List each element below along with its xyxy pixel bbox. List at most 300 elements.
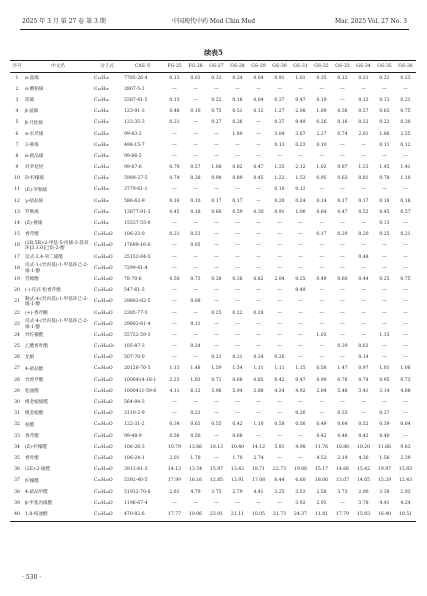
content-value: — bbox=[319, 254, 324, 260]
content-value: 1.27 bbox=[274, 109, 285, 115]
compound-name: D-柠檬烯 bbox=[25, 176, 45, 182]
content-value: — bbox=[214, 232, 219, 238]
compound-name: 4-萜品醇 bbox=[25, 366, 44, 372]
content-value: 15.83 bbox=[398, 467, 413, 473]
content-value: — bbox=[361, 221, 366, 227]
content-value: — bbox=[382, 243, 387, 249]
content-value: — bbox=[193, 142, 198, 148]
content-value: 0.22 bbox=[232, 310, 243, 316]
compound-name: (E)-罗勒烯 bbox=[25, 187, 48, 193]
content-value: 0.16 bbox=[337, 120, 348, 126]
content-value: 19.06 bbox=[293, 467, 308, 473]
content-value: 2.27 bbox=[316, 131, 327, 137]
row-number: 23 bbox=[14, 321, 20, 327]
content-value: 3.73 bbox=[337, 489, 348, 495]
content-value: 1.23 bbox=[358, 165, 369, 171]
content-value: 0.34 bbox=[253, 355, 264, 361]
content-value: — bbox=[382, 321, 387, 327]
content-value: 0.45 bbox=[253, 176, 264, 182]
content-value: 0.59 bbox=[232, 209, 243, 215]
content-value: 0.37 bbox=[379, 411, 390, 417]
content-value: 0.45 bbox=[169, 209, 180, 215]
content-value: 4.53 bbox=[316, 455, 327, 461]
content-value: 2.93 bbox=[400, 489, 411, 495]
content-value: 0.95 bbox=[316, 176, 327, 182]
content-value: — bbox=[256, 433, 261, 439]
content-value: — bbox=[172, 321, 177, 327]
content-value: — bbox=[340, 332, 345, 338]
content-value: 0.19 bbox=[316, 97, 327, 103]
column-header: CAS 号 bbox=[122, 61, 164, 73]
row-number: 9 bbox=[15, 165, 19, 171]
row-number: 36 bbox=[14, 467, 20, 473]
cas-number: 106-23-0 bbox=[124, 232, 145, 238]
content-value: 0.25 bbox=[295, 276, 306, 282]
content-value: — bbox=[256, 86, 261, 92]
content-value: 0.28 bbox=[253, 310, 264, 316]
row-number: 2 bbox=[15, 86, 19, 92]
table-row bbox=[10, 252, 416, 263]
cas-number: 106-26-3 bbox=[124, 444, 145, 450]
content-value: 0.48 bbox=[169, 109, 180, 115]
content-value: 0.78 bbox=[379, 176, 390, 182]
content-value: — bbox=[235, 142, 240, 148]
content-value: — bbox=[298, 265, 303, 271]
content-value: — bbox=[172, 131, 177, 137]
content-value: 0.82 bbox=[253, 276, 264, 282]
compound-name: 反式-2,4-癸二烯醛 bbox=[25, 254, 63, 260]
content-value: 0.37 bbox=[274, 120, 285, 126]
content-value: — bbox=[298, 355, 303, 361]
molecular-formula: C₁₀H₁₆O bbox=[94, 444, 113, 450]
molecular-formula: C₁₀H₁₈O bbox=[94, 355, 113, 361]
content-value: — bbox=[256, 321, 261, 327]
content-value: 0.68 bbox=[232, 433, 243, 439]
table-row bbox=[10, 274, 416, 285]
content-value: 0.42 bbox=[232, 422, 243, 428]
content-value: 0.74 bbox=[337, 131, 348, 137]
content-value: 0.64 bbox=[337, 422, 348, 428]
molecular-formula: C₁₀H₁₈O bbox=[94, 388, 113, 394]
content-value: — bbox=[298, 153, 303, 159]
content-value: 0.21 bbox=[358, 75, 369, 81]
content-value: 0.47 bbox=[337, 209, 348, 215]
content-value: 0.57 bbox=[358, 109, 369, 115]
content-value: 0.58 bbox=[274, 422, 285, 428]
content-value: 2.39 bbox=[400, 455, 411, 461]
content-value: — bbox=[256, 232, 261, 238]
content-value: 0.56 bbox=[169, 433, 180, 439]
content-value: 1.08 bbox=[211, 165, 222, 171]
cas-number: 13877-91-3 bbox=[124, 209, 151, 215]
content-value: — bbox=[277, 221, 282, 227]
molecular-formula: C₁₀H₁₆ bbox=[94, 131, 109, 137]
content-value: 0.25 bbox=[211, 310, 222, 316]
content-value: — bbox=[298, 299, 303, 305]
molecular-formula: C₁₀H₁₆ bbox=[94, 142, 109, 148]
molecular-formula: C₁₀H₁₆O bbox=[94, 433, 113, 439]
content-value: — bbox=[193, 97, 198, 103]
content-value: — bbox=[193, 355, 198, 361]
content-value: 0.64 bbox=[400, 422, 411, 428]
row-number: 25 bbox=[14, 344, 20, 350]
content-value: 0.51 bbox=[232, 109, 243, 115]
content-value: — bbox=[277, 254, 282, 260]
content-value: — bbox=[277, 344, 282, 350]
content-value: 0.13 bbox=[274, 142, 285, 148]
content-value: — bbox=[340, 288, 345, 294]
content-value: 3.04 bbox=[274, 131, 285, 137]
content-value: 10.05 bbox=[248, 509, 269, 521]
content-value: — bbox=[361, 400, 366, 406]
content-value: 0.17 bbox=[211, 198, 222, 204]
table-row bbox=[10, 163, 416, 174]
content-value: 0.89 bbox=[232, 176, 243, 182]
content-value: 2.04 bbox=[316, 388, 327, 394]
content-value: 0.24 bbox=[295, 198, 306, 204]
compound-name: β-蒎烯 bbox=[25, 109, 39, 115]
content-value: 1.59 bbox=[211, 366, 222, 372]
row-number: 8 bbox=[15, 153, 19, 159]
table-row bbox=[10, 218, 416, 229]
table-row bbox=[10, 107, 416, 118]
table-row bbox=[10, 476, 416, 487]
content-value: — bbox=[235, 332, 240, 338]
content-value: — bbox=[193, 131, 198, 137]
row-number: 37 bbox=[14, 478, 20, 484]
content-value: 0.24 bbox=[232, 75, 243, 81]
content-value: 1.06 bbox=[400, 366, 411, 372]
compound-name: α-蒎烯 bbox=[25, 75, 39, 81]
table-row bbox=[10, 319, 416, 330]
cas-number: 17699-16-0 bbox=[124, 243, 151, 249]
row-number: 12 bbox=[14, 198, 20, 204]
content-value: 5.96 bbox=[211, 388, 222, 394]
content-value: — bbox=[319, 411, 324, 417]
content-value: — bbox=[193, 187, 198, 193]
content-value: 0.35 bbox=[316, 75, 327, 81]
content-value: 0.49 bbox=[316, 276, 327, 282]
content-value: — bbox=[403, 344, 408, 350]
compound-name: 龙脑 bbox=[25, 355, 35, 361]
compound-name: 芳樟醇 bbox=[25, 277, 39, 283]
content-value: — bbox=[256, 198, 261, 204]
molecular-formula: C₁₀H₁₆ bbox=[94, 209, 109, 215]
content-value: 17.79 bbox=[332, 509, 353, 521]
row-number: 18 bbox=[14, 265, 20, 271]
content-value: 13.07 bbox=[335, 478, 350, 484]
content-value: — bbox=[214, 455, 219, 461]
content-value: — bbox=[172, 254, 177, 260]
content-value: — bbox=[298, 232, 303, 238]
content-value: — bbox=[256, 411, 261, 417]
content-value: 0.11 bbox=[379, 142, 390, 148]
content-value: 10.79 bbox=[167, 444, 182, 450]
content-value: — bbox=[403, 355, 408, 361]
table-row bbox=[10, 241, 416, 252]
content-value: — bbox=[256, 221, 261, 227]
table-row bbox=[10, 151, 416, 162]
content-value: — bbox=[298, 310, 303, 316]
content-value: 14.05 bbox=[356, 478, 371, 484]
content-value: — bbox=[298, 321, 303, 327]
table-row bbox=[10, 487, 416, 498]
content-value: — bbox=[277, 299, 282, 305]
content-value: — bbox=[256, 288, 261, 294]
table-row bbox=[10, 118, 416, 129]
content-value: — bbox=[382, 400, 387, 406]
molecular-formula: C₁₀H₁₆O bbox=[94, 377, 113, 383]
header-rule bbox=[20, 29, 409, 30]
content-value: — bbox=[214, 400, 219, 406]
content-value: — bbox=[319, 221, 324, 227]
content-value: — bbox=[361, 265, 366, 271]
content-value: 0.49 bbox=[295, 288, 306, 294]
content-value: 24.37 bbox=[290, 509, 311, 521]
cas-number: 7299-41-4 bbox=[124, 265, 148, 271]
content-value: 0.11 bbox=[190, 321, 201, 327]
compound-name: 3-蒈烯 bbox=[25, 142, 39, 148]
table-row bbox=[10, 286, 416, 297]
content-value: 0.98 bbox=[211, 176, 222, 182]
table-row bbox=[10, 386, 416, 397]
content-value: — bbox=[298, 221, 303, 227]
content-value: — bbox=[298, 344, 303, 350]
content-value: 2.01 bbox=[169, 455, 180, 461]
row-number: 10 bbox=[14, 176, 20, 182]
content-value: 0.73 bbox=[400, 377, 411, 383]
compound-name: 桃金娘烯醛 bbox=[25, 400, 48, 406]
content-value: 4.24 bbox=[400, 500, 411, 506]
content-value: 0.40 bbox=[379, 433, 390, 439]
compound-name: 柠檬醛 bbox=[25, 478, 39, 484]
row-number: 29 bbox=[14, 388, 20, 394]
content-value: 17.99 bbox=[167, 478, 182, 484]
row-number: 21 bbox=[14, 299, 20, 305]
content-value: — bbox=[298, 455, 303, 461]
table-row bbox=[10, 353, 416, 364]
compound-name: (+)-香芹酮 bbox=[25, 310, 48, 316]
content-value: 15.97 bbox=[209, 467, 224, 473]
content-value: — bbox=[403, 299, 408, 305]
content-value: 4.92 bbox=[295, 388, 306, 394]
content-value: — bbox=[298, 86, 303, 92]
compound-name: 乙酸香叶酯 bbox=[25, 344, 48, 350]
content-value: — bbox=[319, 187, 324, 193]
content-value: — bbox=[319, 299, 324, 305]
content-value: 0.56 bbox=[295, 422, 306, 428]
cas-number: 99-83-2 bbox=[124, 131, 142, 137]
molecular-formula: C₁₀H₁₄O bbox=[94, 489, 113, 495]
row-number: 26 bbox=[14, 355, 20, 361]
content-value: — bbox=[235, 254, 240, 260]
content-value: 0.10 bbox=[316, 142, 327, 148]
molecular-formula: C₁₀H₁₈O bbox=[94, 366, 113, 372]
content-value: 10.20 bbox=[356, 444, 371, 450]
content-value: 0.17 bbox=[232, 198, 243, 204]
content-value: 1.48 bbox=[190, 366, 201, 372]
content-value: 0.05 bbox=[190, 243, 201, 249]
content-value: 0.21 bbox=[400, 97, 411, 103]
content-value: — bbox=[277, 400, 282, 406]
molecular-formula: C₁₀H₁₆ bbox=[94, 86, 109, 92]
row-number: 7 bbox=[15, 142, 19, 148]
content-value: — bbox=[361, 86, 366, 92]
compound-name: 4-萜品甲醛 bbox=[25, 489, 48, 495]
table-row bbox=[10, 431, 416, 442]
content-value: 0.60 bbox=[337, 276, 348, 282]
content-value: — bbox=[214, 221, 219, 227]
content-value: 0.63 bbox=[190, 422, 201, 428]
molecular-formula: C₁₀H₁₆ bbox=[94, 75, 109, 81]
content-value: 16.16 bbox=[188, 478, 203, 484]
compound-name: 松油醇 bbox=[25, 389, 39, 395]
table-row bbox=[10, 230, 416, 241]
content-value: 0.74 bbox=[169, 176, 180, 182]
content-value: — bbox=[277, 411, 282, 417]
content-value: 14.12 bbox=[251, 444, 266, 450]
molecular-formula: C₁₀H₁₈O bbox=[94, 276, 113, 282]
content-value: — bbox=[298, 254, 303, 260]
table-row bbox=[10, 263, 416, 274]
content-value: — bbox=[319, 321, 324, 327]
molecular-formula: C₁₀H₁₆O bbox=[94, 332, 113, 338]
content-value: 0.03 bbox=[190, 75, 201, 81]
content-value: — bbox=[361, 142, 366, 148]
content-value: — bbox=[382, 265, 387, 271]
content-value: — bbox=[193, 332, 198, 338]
content-value: 17.77 bbox=[164, 509, 185, 521]
content-value: — bbox=[403, 153, 408, 159]
content-value: — bbox=[382, 299, 387, 305]
content-value: — bbox=[214, 243, 219, 249]
content-value: 0.44 bbox=[358, 276, 369, 282]
content-value: 4.24 bbox=[274, 388, 285, 394]
content-value: 10.06 bbox=[185, 509, 206, 521]
content-value: — bbox=[340, 221, 345, 227]
content-value: 0.75 bbox=[211, 109, 222, 115]
content-value: — bbox=[214, 86, 219, 92]
cas-number: 122-31-2 bbox=[124, 422, 145, 428]
content-value: — bbox=[277, 332, 282, 338]
content-value: 0.68 bbox=[232, 377, 243, 383]
content-value: — bbox=[298, 433, 303, 439]
composition-table bbox=[10, 60, 416, 522]
content-value: 15.42 bbox=[356, 467, 371, 473]
content-value: — bbox=[235, 411, 240, 417]
content-value: 0.42 bbox=[316, 433, 327, 439]
content-value: — bbox=[277, 455, 282, 461]
content-value: 0.13 bbox=[169, 75, 180, 81]
content-value: 2.12 bbox=[295, 165, 306, 171]
molecular-formula: C₁₀H₁₆ bbox=[94, 109, 109, 115]
content-value: — bbox=[214, 411, 219, 417]
row-number: 40 bbox=[10, 509, 24, 521]
cas-number: 99-48-9 bbox=[124, 433, 142, 439]
content-value: — bbox=[172, 500, 177, 506]
cas-number: 3110-2-9 bbox=[124, 411, 145, 417]
table-row bbox=[10, 297, 416, 308]
content-value: — bbox=[361, 332, 366, 338]
content-value: — bbox=[382, 288, 387, 294]
content-value: 0.52 bbox=[358, 209, 369, 215]
table-row bbox=[10, 397, 416, 408]
header-issue-en: Mar. 2025 Vol. 27 No. 3 bbox=[335, 18, 407, 25]
content-value: — bbox=[193, 153, 198, 159]
content-value: — bbox=[214, 288, 219, 294]
content-value: — bbox=[214, 299, 219, 305]
content-value: 13.66 bbox=[188, 444, 203, 450]
content-value: 11.81 bbox=[311, 509, 332, 521]
content-value: 0.17 bbox=[316, 232, 327, 238]
content-value: — bbox=[403, 265, 408, 271]
content-value: 4.36 bbox=[358, 455, 369, 461]
content-value: 0.21 bbox=[400, 232, 411, 238]
content-value: 0.36 bbox=[232, 276, 243, 282]
content-value: 12.43 bbox=[398, 478, 413, 484]
table-row bbox=[10, 73, 416, 85]
content-value: 1.45 bbox=[379, 165, 390, 171]
cas-number: 29803-81-4 bbox=[124, 321, 151, 327]
table-row bbox=[10, 453, 416, 464]
content-value: 0.79 bbox=[169, 165, 180, 171]
content-value: — bbox=[361, 288, 366, 294]
cas-number: 5392-40-5 bbox=[124, 478, 148, 484]
content-value: 1.03 bbox=[190, 377, 201, 383]
table-row bbox=[10, 95, 416, 106]
content-value: — bbox=[256, 243, 261, 249]
content-value: — bbox=[172, 332, 177, 338]
content-value: 0.12 bbox=[337, 75, 348, 81]
content-value: — bbox=[235, 243, 240, 249]
content-value: — bbox=[193, 310, 198, 316]
compound-name: 1,8-桉油醇 bbox=[24, 509, 92, 521]
content-value: 0.21 bbox=[232, 355, 243, 361]
content-value: — bbox=[361, 153, 366, 159]
content-value: 1.54 bbox=[232, 366, 243, 372]
column-header: GS-33 bbox=[332, 61, 353, 73]
content-value: 1.01 bbox=[295, 75, 306, 81]
content-value: 0.49 bbox=[295, 120, 306, 126]
content-value: 0.91 bbox=[274, 209, 285, 215]
content-value: 15.29 bbox=[377, 478, 392, 484]
molecular-formula: C₁₀H₁₆ bbox=[94, 97, 109, 103]
content-value: — bbox=[277, 433, 282, 439]
content-value: 0.26 bbox=[274, 355, 285, 361]
content-value: — bbox=[193, 400, 198, 406]
content-value: — bbox=[172, 411, 177, 417]
column-header: FG-25 bbox=[164, 61, 185, 73]
content-value: 0.57 bbox=[190, 165, 201, 171]
content-value: 0.25 bbox=[379, 232, 390, 238]
cas-number: 470-82-6 bbox=[122, 509, 164, 521]
content-value: — bbox=[277, 86, 282, 92]
content-value: 1.01 bbox=[379, 366, 390, 372]
column-header: GS-30 bbox=[269, 61, 290, 73]
content-value: 5.94 bbox=[232, 388, 243, 394]
content-value: 1.22 bbox=[274, 176, 285, 182]
compound-name: β-甲基丙烯醛 bbox=[25, 500, 53, 506]
compound-name: 香叶醇 bbox=[25, 456, 39, 462]
content-value: 0.14 bbox=[316, 198, 327, 204]
cas-number: 1196-67-4 bbox=[124, 500, 148, 506]
content-value: — bbox=[403, 321, 408, 327]
content-value: 10.13 bbox=[209, 444, 224, 450]
content-value: 1.11 bbox=[274, 366, 285, 372]
content-value: 0.85 bbox=[253, 377, 264, 383]
cas-number: 3387-41-5 bbox=[124, 97, 148, 103]
content-value: — bbox=[235, 86, 240, 92]
